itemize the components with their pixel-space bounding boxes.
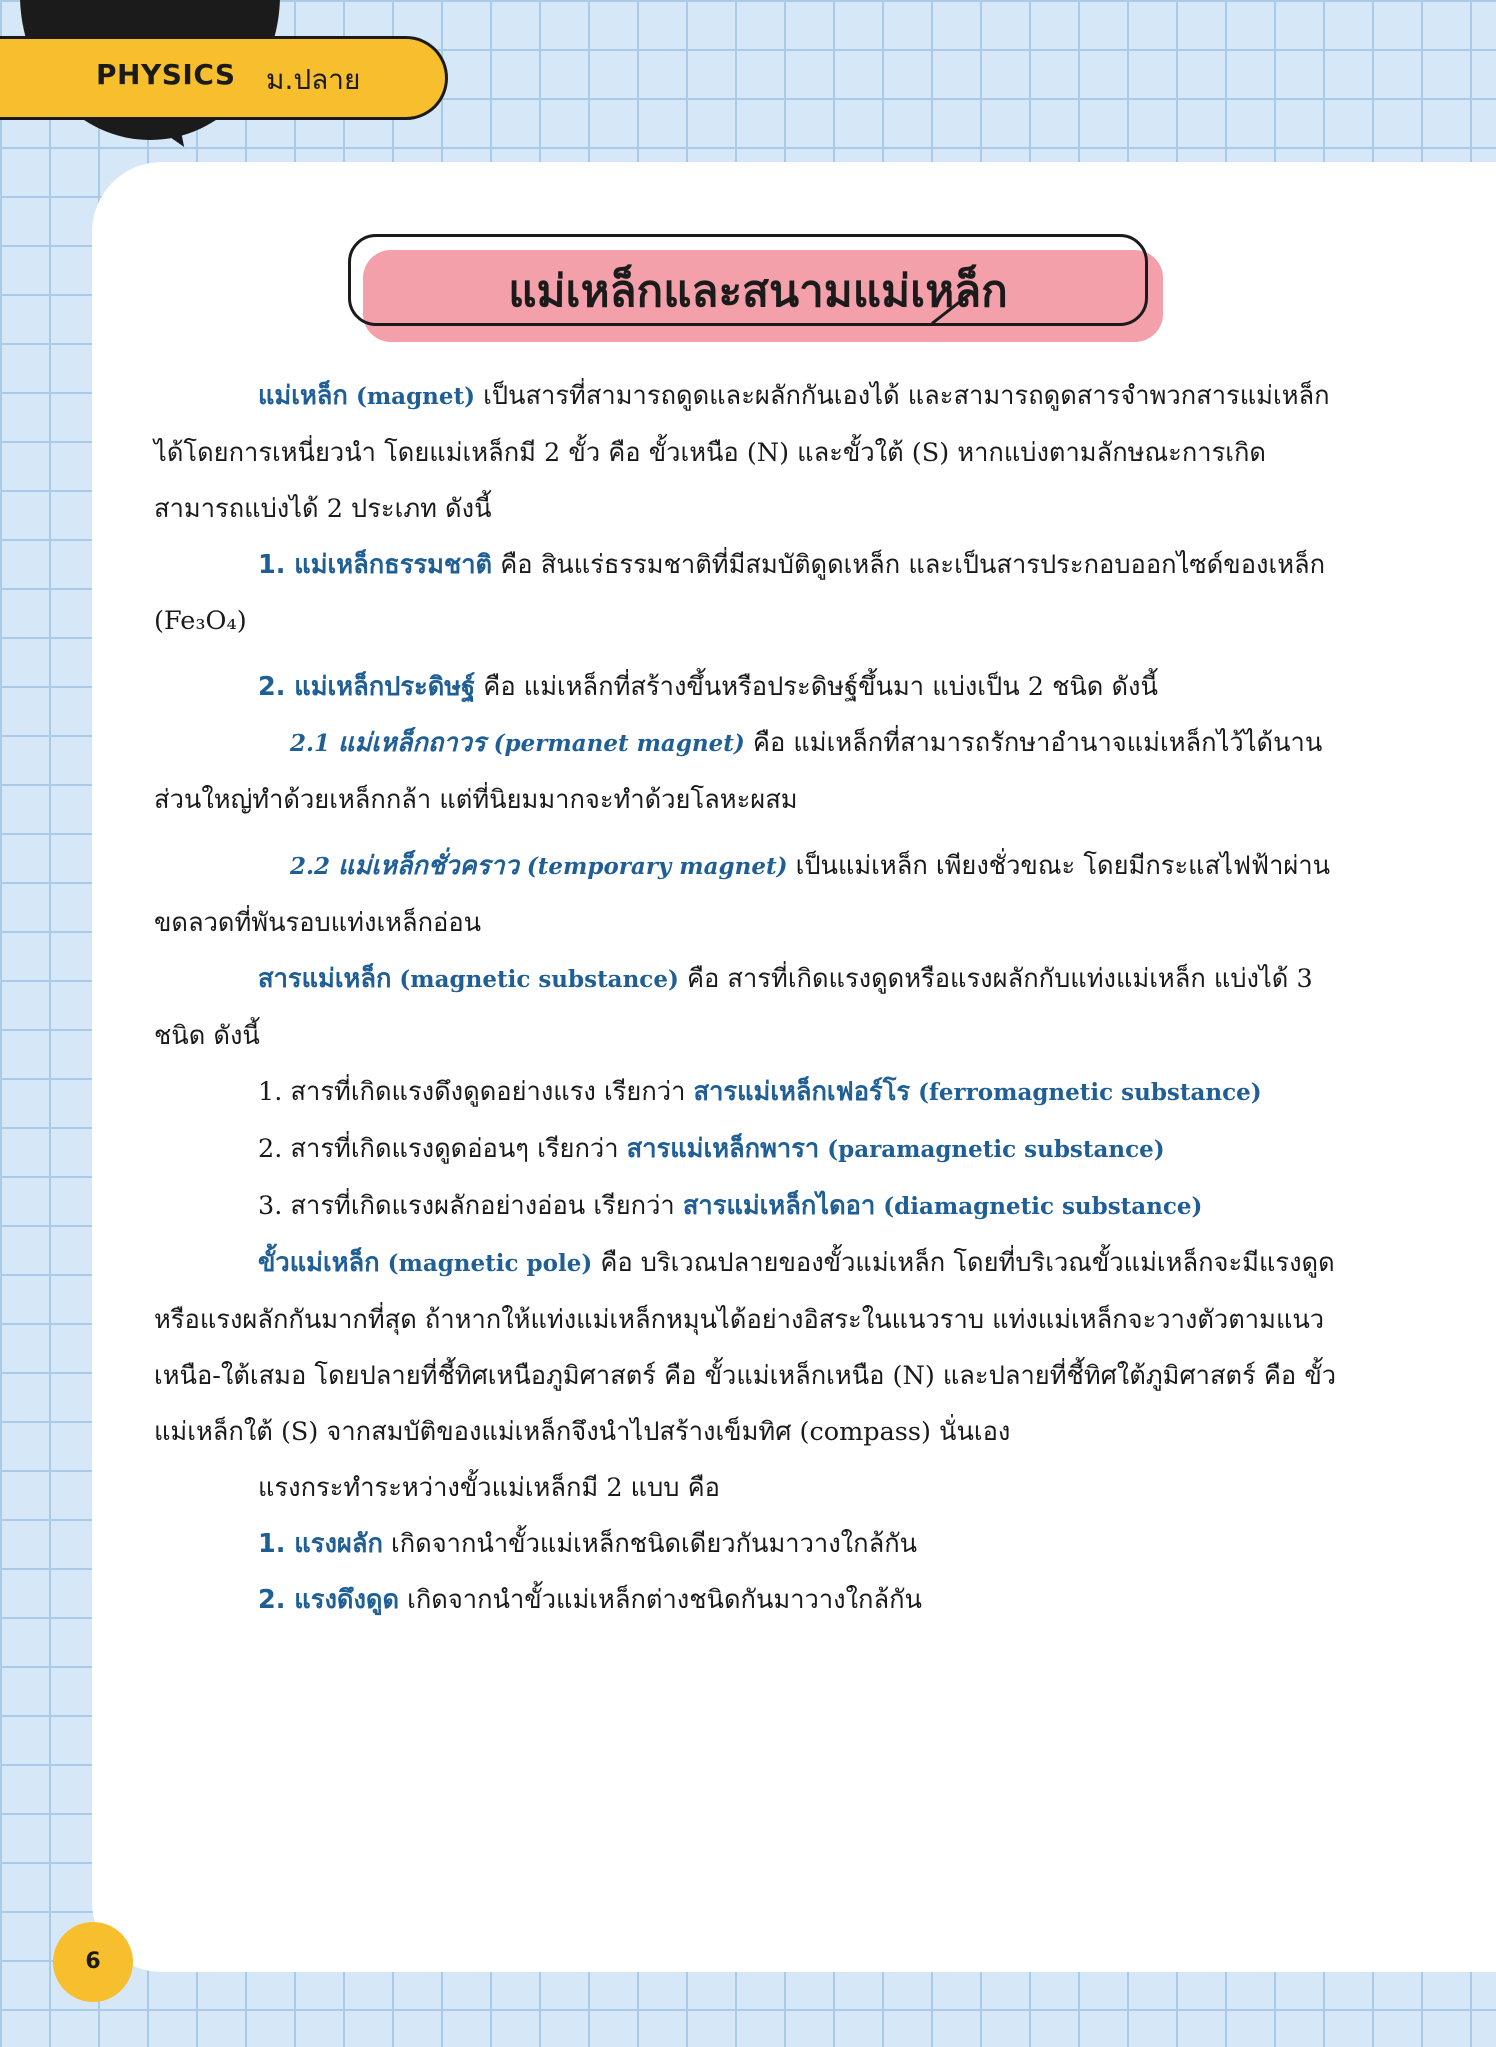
subtype-temporary-en: (temporary magnet): [518, 853, 788, 880]
force-item-text: เกิดจากนำขั้วแม่เหล็กต่างชนิดกันมาวางใกล้กัน: [399, 1585, 922, 1615]
term-substance: สารแม่เหล็ก: [258, 964, 392, 994]
term-magnet: แม่เหล็ก: [258, 381, 348, 411]
force-item-label: 2. แรงดึงดูด: [258, 1585, 400, 1615]
subtype-temporary-text: เป็นแม่เหล็ก เพียงชั่วขณะ โดยมีกระแสไฟฟ้าผ่านขดลวดที่พันรอบแท่งเหล็กอ่อน: [154, 851, 1331, 938]
substance-item: [154, 1121, 1354, 1178]
type-artificial-label: 2. แม่เหล็กประดิษฐ์: [258, 672, 476, 702]
subtype-temporary-label: แม่เหล็กชั่วคราว: [338, 851, 519, 881]
level-label: ม.ปลาย: [266, 63, 361, 96]
content-body: [154, 368, 1354, 1628]
type-artificial-text: คือ แม่เหล็กที่สร้างขึ้นหรือประดิษฐ์ขึ้นมา แบ่งเป็น 2 ชนิด ดังนี้: [475, 672, 1158, 702]
force-item-text: เกิดจากนำขั้วแม่เหล็กชนิดเดียวกันมาวางใกล้กัน: [382, 1529, 918, 1559]
force-item-label: 1. แรงผลัก: [258, 1529, 383, 1559]
intro-text: เป็นสารที่สามารถดูดและผลักกันเองได้ และสามารถดูดสารจำพวกสารแม่เหล็กได้โดยการเหนี่ยวนำ โดยแม่เหล็กมี 2 ขั้ว คือ ขั้วเหนือ (N) และขั้วใต้ (S) หากแบ่งตามลักษณะการเกิด สามารถแบ่งได้ 2 ประเภท ดังนี้: [154, 381, 1330, 524]
term-pole: ขั้วแม่เหล็ก: [258, 1248, 380, 1278]
substance-item-term: สารแม่เหล็กเฟอร์โร: [693, 1077, 911, 1107]
term-substance-en: (magnetic substance): [391, 966, 679, 993]
page-title: แม่เหล็กและสนามแม่เหล็ก: [508, 266, 1008, 317]
pole-paragraph: [154, 1235, 1354, 1460]
substance-paragraph: [154, 951, 1354, 1064]
substance-item-text: 1. สารที่เกิดแรงดึงดูดอย่างแรง เรียกว่า: [258, 1077, 694, 1107]
page-number: 6: [53, 1922, 133, 2002]
substance-item-en: (paramagnetic substance): [819, 1136, 1165, 1163]
substance-item-term: สารแม่เหล็กไดอา: [682, 1191, 876, 1221]
forces-intro: แรงกระทำระหว่างขั้วแม่เหล็กมี 2 แบบ คือ: [258, 1473, 720, 1503]
pole-text: คือ บริเวณปลายของขั้วแม่เหล็ก โดยที่บริเวณขั้วแม่เหล็กจะมีแรงดูดหรือแรงผลักกันมากที่สุด ถ้าหากให้แท่งแม่เหล็กหมุนได้อย่างอิสระในแนวราบ แท่งแม่เหล็กจะวางตัวตามแนวเหนือ-ใต้เสมอ โดยปลายที่ชี้ทิศเหนือภูมิศาสตร์ คือ ขั้วแม่เหล็กเหนือ (N) และปลายที่ชี้ทิศใต้ภูมิศาสตร์ คือ ขั้วแม่เหล็กใต้ (S) จากสมบัติของแม่เหล็กจึงนำไปสร้างเข็มทิศ (compass) นั่นเอง: [154, 1248, 1337, 1447]
term-magnet-en: (magnet): [355, 383, 476, 410]
substance-item-text: 2. สารที่เกิดแรงดูดอ่อนๆ เรียกว่า: [258, 1134, 627, 1164]
subtype-permanent-num: 2.1: [290, 730, 339, 757]
substance-item: [154, 1178, 1354, 1235]
substance-item-text: 3. สารที่เกิดแรงผลักอย่างอ่อน เรียกว่า: [258, 1191, 683, 1221]
subtype-permanent-text: คือ แม่เหล็กที่สามารถรักษาอำนาจแม่เหล็กไว้ได้นาน ส่วนใหญ่ทำด้วยเหล็กกล้า แต่ที่นิยมมากจะทำด้วยโลหะผสม: [154, 728, 1323, 815]
substance-item: [154, 1064, 1354, 1121]
substance-item-en: (ferromagnetic substance): [910, 1079, 1262, 1106]
type-natural-text: คือ สินแร่ธรรมชาติที่มีสมบัติดูดเหล็ก และเป็นสารประกอบออกไซด์ของเหล็ก (Fe₃O₄): [154, 550, 1326, 636]
subtype-temporary: [154, 838, 1354, 951]
subtype-permanent-en: (permanet magnet): [485, 730, 745, 757]
substance-text: คือ สารที่เกิดแรงดูดหรือแรงผลักกับแท่งแม่เหล็ก แบ่งได้ 3 ชนิด ดังนี้: [154, 964, 1313, 1051]
intro-paragraph: [154, 368, 1354, 537]
subtype-permanent-label: แม่เหล็กถาวร: [338, 728, 486, 758]
substance-item-term: สารแม่เหล็กพารา: [626, 1134, 820, 1164]
subtype-permanent: [154, 715, 1354, 828]
force-item: [154, 1572, 1354, 1628]
type-artificial: [154, 659, 1354, 715]
force-item: [154, 1516, 1354, 1572]
term-pole-en: (magnetic pole): [379, 1250, 593, 1277]
substance-item-en: (diamagnetic substance): [875, 1193, 1203, 1220]
subtype-temporary-num: 2.2: [290, 853, 339, 880]
type-natural-label: 1. แม่เหล็กธรรมชาติ: [258, 550, 493, 580]
subject-label: PHYSICS: [96, 58, 236, 91]
type-natural: [154, 537, 1354, 649]
